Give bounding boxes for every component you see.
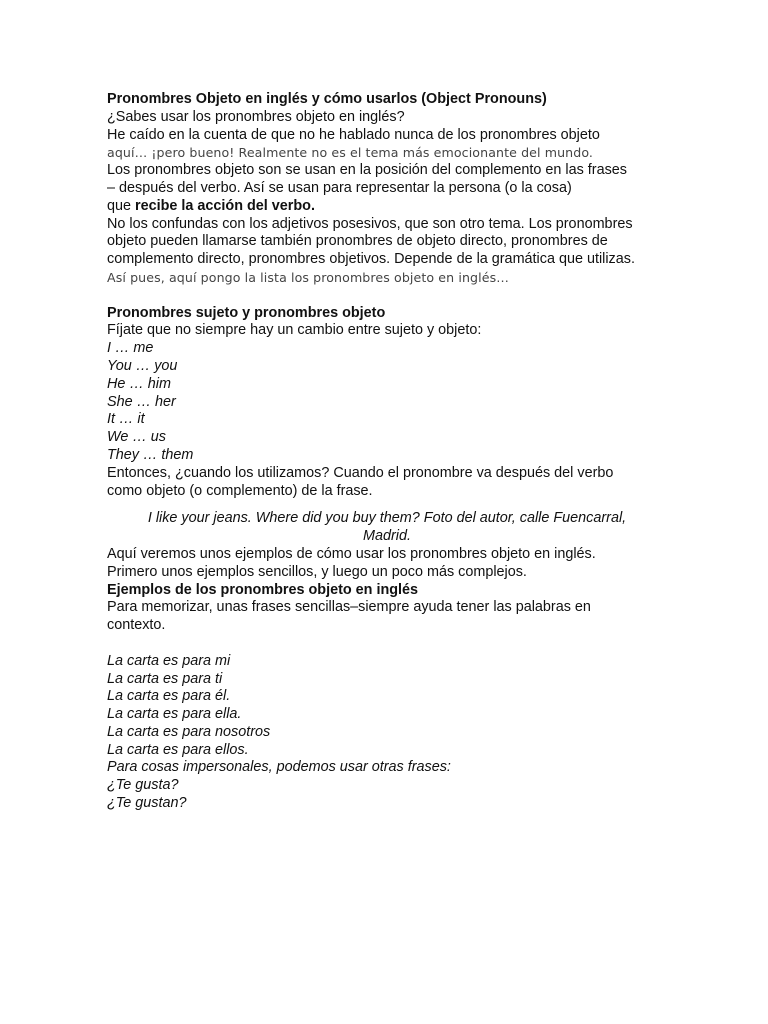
- caption-line: Madrid.: [363, 528, 411, 545]
- document-page: [107, 91, 667, 813]
- pronoun-pair: She … her: [107, 393, 176, 410]
- paragraph-line: objeto pueden llamarse también pronombres de objeto directo, pronombres de: [107, 233, 608, 250]
- usage-line: como objeto (o complemento) de la frase.: [107, 482, 373, 499]
- pronoun-pair: I … me: [107, 340, 154, 357]
- que-line: [107, 198, 667, 216]
- example-sentence: La carta es para ellos.: [107, 741, 249, 758]
- list-intro-light-line: Así pues, aquí pongo la lista los pronombres objeto en inglés…: [107, 269, 509, 285]
- section-heading-subject-object: Pronombres sujeto y pronombres objeto: [107, 304, 386, 321]
- section2-intro-line: contexto.: [107, 617, 166, 634]
- caption-line: I like your jeans. Where did you buy them? Foto del autor, calle Fuencarral,: [147, 510, 627, 527]
- intro-line: ¿Sabes usar los pronombres objeto en inglés?: [107, 108, 405, 125]
- spacer: [107, 635, 667, 653]
- paragraph-line: Los pronombres objeto son se usan en la posición del complemento en las frases: [107, 162, 627, 179]
- example-sentence: Para cosas impersonales, podemos usar otras frases:: [107, 759, 451, 776]
- section-intro-line: Fíjate que no siempre hay un cambio entre sujeto y objeto:: [107, 322, 482, 339]
- usage-line: Entonces, ¿cuando los utilizamos? Cuando el pronombre va después del verbo: [107, 464, 614, 481]
- que-prefix: que: [107, 197, 136, 214]
- paragraph-line: No los confundas con los adjetivos posesivos, que son otro tema. Los pronombres: [107, 215, 633, 232]
- pronoun-pair: They … them: [107, 446, 194, 463]
- example-sentence: ¿Te gustan?: [107, 795, 187, 812]
- section2-intro-line: Para memorizar, unas frases sencillas–siempre ayuda tener las palabras en: [107, 599, 591, 616]
- example-sentence: ¿Te gusta?: [107, 777, 179, 794]
- intro-line: He caído en la cuenta de que no he hablado nunca de los pronombres objeto: [107, 126, 600, 143]
- spacer: [107, 287, 667, 305]
- pronoun-pair: We … us: [107, 429, 166, 446]
- example-sentence: La carta es para ti: [107, 670, 223, 687]
- example-sentence: La carta es para nosotros: [107, 723, 271, 740]
- example-sentence: La carta es para mi: [107, 652, 231, 669]
- section-heading-examples: Ejemplos de los pronombres objeto en inglés: [107, 581, 419, 598]
- que-bold-text: recibe la acción del verbo.: [135, 197, 315, 214]
- intro-light-line: aquí… ¡pero bueno! Realmente no es el tema más emocionante del mundo.: [107, 145, 594, 161]
- pronoun-pair: You … you: [107, 357, 178, 374]
- example-sentence: La carta es para él.: [107, 688, 231, 705]
- paragraph-line: complemento directo, pronombres objetivos. Depende de la gramática que utilizas.: [107, 251, 635, 268]
- example-sentence: La carta es para ella.: [107, 706, 242, 723]
- examples-intro-line: Aquí veremos unos ejemplos de cómo usar los pronombres objeto en inglés.: [107, 545, 596, 562]
- document-title: Pronombres Objeto en inglés y cómo usarlos (Object Pronouns): [107, 91, 547, 107]
- examples-intro-line: Primero unos ejemplos sencillos, y luego un poco más complejos.: [107, 563, 527, 580]
- pronoun-pair: He … him: [107, 375, 171, 392]
- photo-caption: [107, 500, 667, 546]
- pronoun-pair: It … it: [107, 411, 145, 428]
- paragraph-line: – después del verbo. Así se usan para representar la persona (o la cosa): [107, 179, 572, 196]
